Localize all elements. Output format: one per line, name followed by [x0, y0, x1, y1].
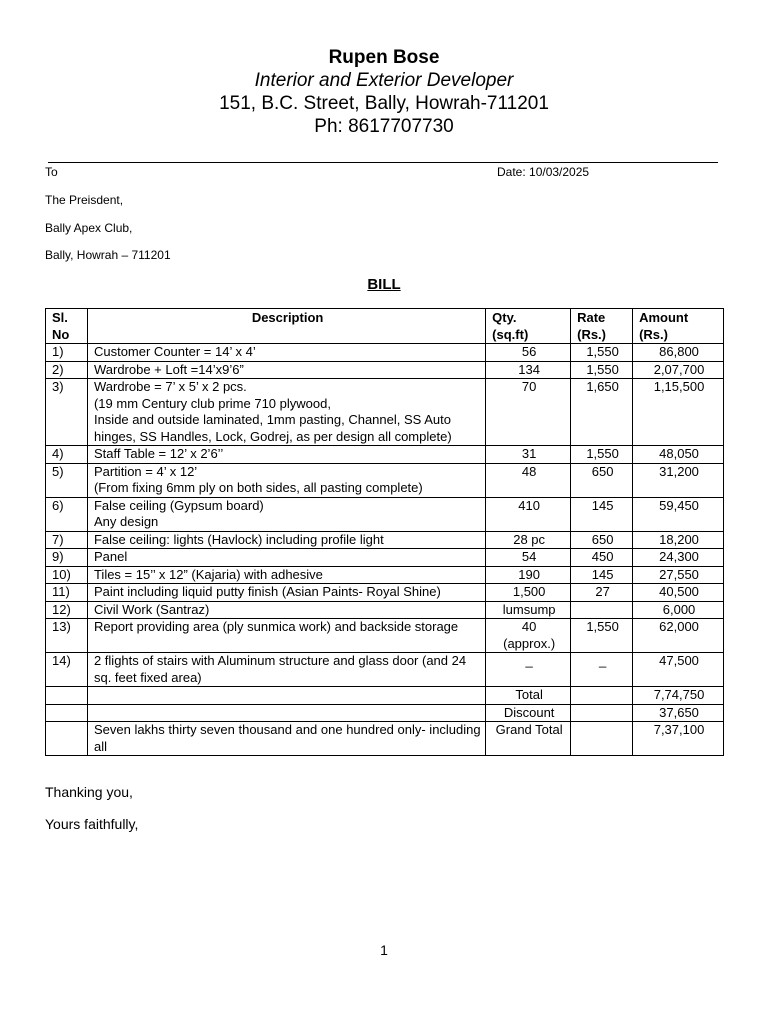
cell-amount: 18,200 — [633, 531, 724, 549]
cell-sl: 3) — [46, 379, 88, 446]
cell-amount: 62,000 — [633, 619, 724, 653]
cell-description — [87, 619, 485, 653]
total-value: 7,74,750 — [633, 687, 724, 705]
cell-qty: 1,500 — [486, 584, 571, 602]
cell-qty: _ — [486, 653, 571, 687]
cell-sl: 7) — [46, 531, 88, 549]
table-row — [46, 361, 724, 379]
header-rate: Rate (Rs.) — [571, 309, 633, 344]
cell-description — [87, 601, 485, 619]
total-label: Total — [486, 687, 571, 705]
bill-table — [45, 308, 724, 756]
cell-qty: 31 — [486, 446, 571, 464]
table-row — [46, 497, 724, 531]
table-row — [46, 463, 724, 497]
item-details: (From fixing 6mm ply on both sides, all pasting complete) — [93, 480, 423, 495]
bill-title: BILL — [367, 276, 401, 293]
cell-sl: 6) — [46, 497, 88, 531]
item-description: Tiles = 15’’ x 12” (Kajaria) with adhesive — [93, 566, 323, 582]
cell-qty: 56 — [486, 344, 571, 362]
header-qty: Qty. (sq.ft) — [486, 309, 571, 344]
cell-description — [87, 379, 485, 446]
cell-description — [87, 361, 485, 379]
cell-qty: 410 — [486, 497, 571, 531]
item-details: (19 mm Century club prime 710 plywood, Inside and outside laminated, 1mm pasting, Channel, SS Auto hinges, SS Handles, Lock, Godrej, as per design all complete) — [93, 395, 452, 444]
cell-rate: 27 — [571, 584, 633, 602]
header-sl: Sl. No — [46, 309, 88, 344]
total-row — [46, 687, 724, 705]
cell-sl: 11) — [46, 584, 88, 602]
table-row — [46, 446, 724, 464]
cell-amount: 1,15,500 — [633, 379, 724, 446]
cell-sl: 10) — [46, 566, 88, 584]
cell-sl: 2) — [46, 361, 88, 379]
cell-rate — [571, 601, 633, 619]
item-description: Report providing area (ply sunmica work) and backside storage — [93, 619, 459, 634]
cell-amount: 40,500 — [633, 584, 724, 602]
cell-amount: 27,550 — [633, 566, 724, 584]
item-details: Any design — [93, 514, 159, 529]
item-description: 2 flights of stairs with Aluminum structure and glass door (and 24 sq. feet fixed area) — [93, 653, 467, 685]
cell-qty: 54 — [486, 549, 571, 567]
table-row — [46, 619, 724, 653]
header-divider — [48, 162, 718, 163]
letterhead — [0, 46, 768, 138]
table-row — [46, 584, 724, 602]
cell-amount: 24,300 — [633, 549, 724, 567]
discount-label: Discount — [486, 704, 571, 722]
item-description: False ceiling (Gypsum board) — [93, 497, 264, 513]
recipient-line-1: The Preisdent, — [45, 193, 124, 207]
company-address: 151, B.C. Street, Bally, Howrah-711201 — [219, 93, 549, 114]
cell-sl: 13) — [46, 619, 88, 653]
recipient-line-2: Bally Apex Club, — [45, 221, 133, 235]
bill-items — [46, 344, 724, 687]
grand-total-value: 7,37,100 — [633, 722, 724, 756]
item-description: Civil Work (Santraz) — [93, 601, 210, 617]
cell-qty: 134 — [486, 361, 571, 379]
cell-rate: 1,550 — [571, 446, 633, 464]
company-tagline: Interior and Exterior Developer — [254, 70, 514, 91]
page-number: 1 — [380, 942, 388, 958]
cell-qty: 190 — [486, 566, 571, 584]
cell-description — [87, 463, 485, 497]
cell-rate: 1,550 — [571, 344, 633, 362]
item-description: Wardrobe = 7’ x 5’ x 2 pcs. — [93, 379, 247, 394]
cell-sl: 9) — [46, 549, 88, 567]
cell-rate: 650 — [571, 531, 633, 549]
cell-amount: 59,450 — [633, 497, 724, 531]
table-row — [46, 344, 724, 362]
table-row — [46, 531, 724, 549]
table-row — [46, 566, 724, 584]
header-amount: Amount (Rs.) — [633, 309, 724, 344]
cell-qty: lumsump — [486, 601, 571, 619]
cell-sl: 12) — [46, 601, 88, 619]
company-owner-name: Rupen Bose — [328, 47, 440, 68]
table-row — [46, 653, 724, 687]
to-label: To — [45, 165, 58, 179]
cell-description — [87, 531, 485, 549]
cell-rate: 1,550 — [571, 361, 633, 379]
cell-amount: 48,050 — [633, 446, 724, 464]
item-description: False ceiling: lights (Havlock) including profile light — [93, 531, 384, 547]
cell-amount: 31,200 — [633, 463, 724, 497]
cell-rate: 650 — [571, 463, 633, 497]
header-description: Description — [87, 309, 485, 344]
company-phone: Ph: 8617707730 — [314, 116, 454, 137]
discount-value: 37,650 — [633, 704, 724, 722]
cell-description — [87, 653, 485, 687]
closing-thanks: Thanking you, — [45, 784, 133, 800]
bill-date: Date: 10/03/2025 — [497, 165, 590, 179]
cell-qty: 48 — [486, 463, 571, 497]
item-description: Panel — [93, 549, 128, 564]
cell-amount: 47,500 — [633, 653, 724, 687]
cell-amount: 86,800 — [633, 344, 724, 362]
cell-description — [87, 549, 485, 567]
item-description: Staff Table = 12’ x 2’6’’ — [93, 446, 224, 461]
item-description: Wardrobe + Loft =14’x9’6” — [93, 361, 244, 377]
table-row — [46, 549, 724, 567]
recipient-line-3: Bally, Howrah – 711201 — [45, 248, 171, 262]
cell-sl: 1) — [46, 344, 88, 362]
cell-amount: 6,000 — [633, 601, 724, 619]
cell-sl: 5) — [46, 463, 88, 497]
table-row — [46, 379, 724, 446]
cell-description — [87, 344, 485, 362]
cell-rate: 1,650 — [571, 379, 633, 446]
cell-rate: 145 — [571, 497, 633, 531]
cell-description — [87, 566, 485, 584]
cell-rate: 145 — [571, 566, 633, 584]
cell-amount: 2,07,700 — [633, 361, 724, 379]
cell-description — [87, 497, 485, 531]
cell-description — [87, 584, 485, 602]
cell-description — [87, 446, 485, 464]
grand-total-label: Grand Total — [486, 722, 571, 756]
cell-sl: 4) — [46, 446, 88, 464]
item-description: Customer Counter = 14’ x 4’ — [93, 344, 256, 359]
amount-in-words: Seven lakhs thirty seven thousand and one hundred only- including all — [87, 722, 485, 756]
cell-qty: 28 pc — [486, 531, 571, 549]
grand-total-row — [46, 722, 724, 756]
table-row — [46, 601, 724, 619]
discount-row — [46, 704, 724, 722]
cell-sl: 14) — [46, 653, 88, 687]
cell-rate: 1,550 — [571, 619, 633, 653]
table-header-row — [46, 309, 724, 344]
cell-rate: 450 — [571, 549, 633, 567]
cell-rate: _ — [571, 653, 633, 687]
item-description: Paint including liquid putty finish (Asian Paints- Royal Shine) — [93, 584, 441, 599]
cell-qty: 40 (approx.) — [486, 619, 571, 653]
item-description: Partition = 4’ x 12’ — [93, 463, 198, 479]
cell-qty: 70 — [486, 379, 571, 446]
closing-yours: Yours faithfully, — [45, 816, 139, 832]
